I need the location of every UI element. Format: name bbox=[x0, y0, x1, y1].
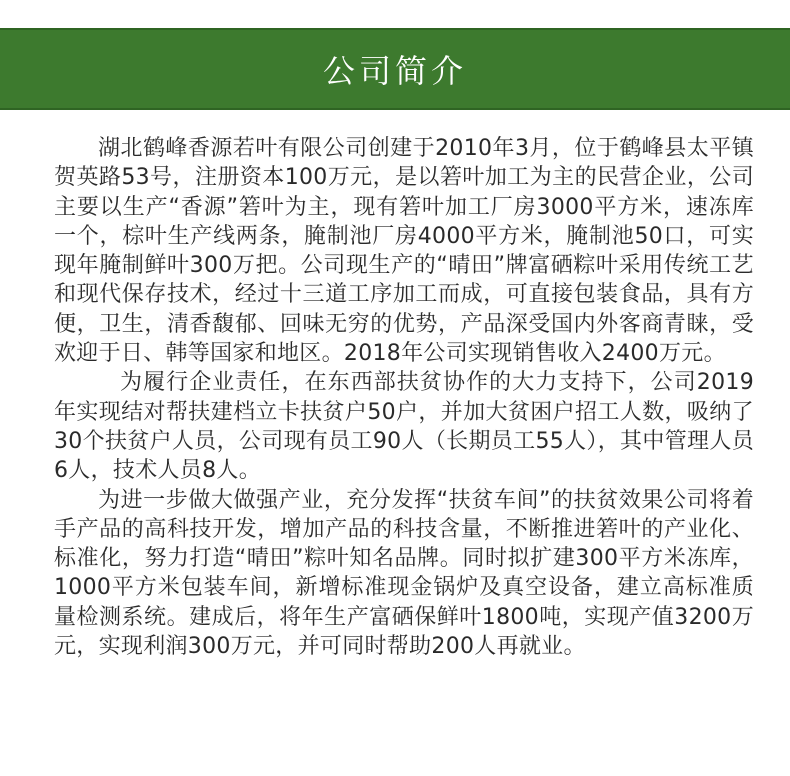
intro-paragraph-company-overview: 湖北鹤峰香源若叶有限公司创建于2010年3月，位于鹤峰县太平镇贺英路53号，注册资本100万元，是以箬叶加工为主的民营企业，公司主要以生产“香源”箬叶为主，现有箬叶加工厂房3000平方米，速冻库一个，棕叶生产线两条，腌制池厂房4000平方米，腌制池50口，可实现年腌制鲜叶300万把。公司现生产的“晴田”牌富硒粽叶采用传统工艺和现代保存技术，经过十三道工序加工而成，可直接包装食品，具有方便，卫生，清香馥郁、回味无穷的优势，产品深受国内外客商青睐，受欢迎于日、韩等国家和地区。2018年公司实现销售收入2400万元。 bbox=[54, 136, 754, 367]
intro-paragraph-social-responsibility: 为履行企业责任，在东西部扶贫协作的大力支持下，公司2019年实现结对帮扶建档立卡扶贫户50户，并加大贫困户招工人数，吸纳了30个扶贫户人员，公司现有员工90人（长期员工55人），其中管理人员6人，技术人员8人。 bbox=[54, 370, 754, 484]
intro-paragraph-development-plan: 为进一步做大做强产业，充分发挥“扶贫车间”的扶贫效果公司将着手产品的高科技开发，增加产品的科技含量，不断推进箬叶的产业化、标准化，努力打造“晴田”粽叶知名品牌。同时拟扩建300平方米冻库，1000平方米包装车间，新增标准现金锅炉及真空设备，建立高标准质量检测系统。建成后，将年生产富硒保鲜叶1800吨，实现产值3200万元，实现利润300万元，并可同时帮助200人再就业。 bbox=[54, 487, 754, 660]
title-banner bbox=[0, 28, 790, 110]
company-intro-body bbox=[54, 134, 754, 661]
page-title: 公司简介 bbox=[322, 52, 467, 90]
